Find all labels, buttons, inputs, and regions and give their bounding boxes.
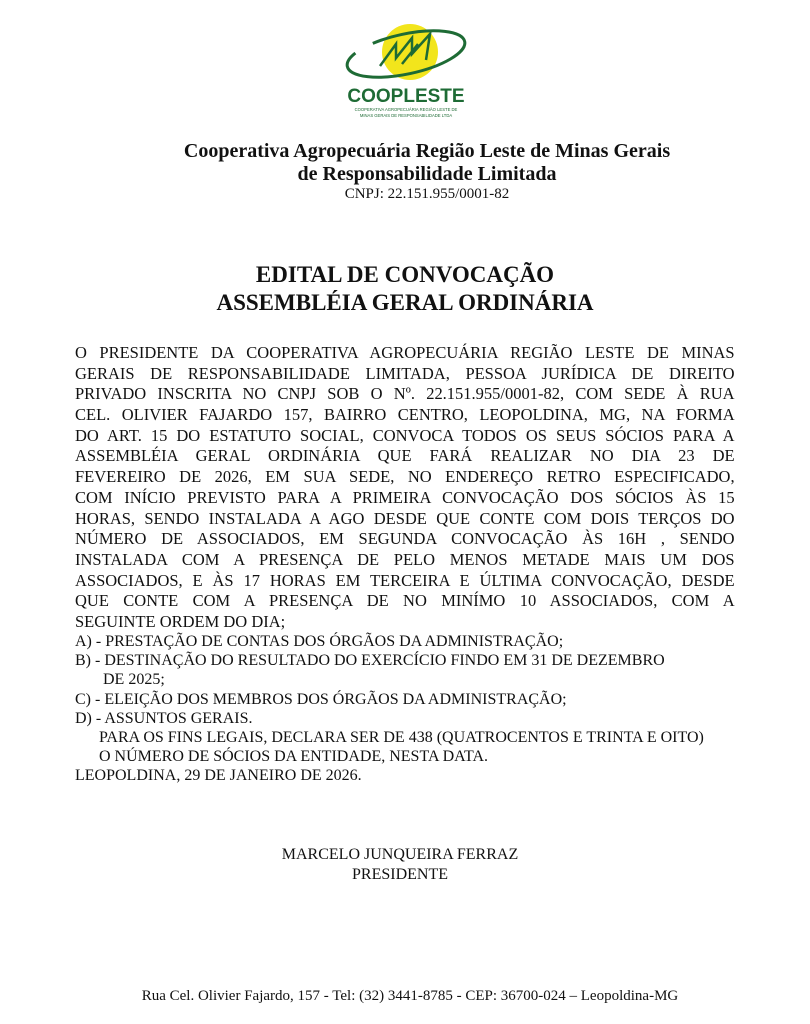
- body-line: ASSOCIADOS, E ÀS 17 HORAS EM TERCEIRA E ÚLTIMA CONVOCAÇÃO, DESDE: [75, 570, 735, 590]
- agenda-item-c: C) - ELEIÇÃO DOS MEMBROS DOS ÓRGÃOS DA ADMINISTRAÇÃO;: [75, 690, 567, 708]
- footer-address: Rua Cel. Olivier Fajardo, 157 - Tel: (32) 3441-8785 - CEP: 36700-024 – Leopoldina-MG: [141, 988, 679, 1004]
- agenda-list: [75, 632, 704, 786]
- document-title: EDITAL DE CONVOCAÇÃO: [255, 262, 555, 287]
- convocation-body: [75, 343, 735, 633]
- body-line: QUE CONTE COM A PRESENÇA DE NO MINÍMO 10 ASSOCIADOS, COM A: [75, 591, 735, 611]
- svg-text:COOPERATIVA AGROPECUÁRIA REGIÃ: COOPERATIVA AGROPECUÁRIA REGIÃO LESTE DE: [354, 107, 458, 112]
- agenda-item-b-cont: DE 2025;: [103, 671, 165, 689]
- body-line: FEVEREIRO DE 2026, EM SUA SEDE, NO ENDEREÇO RETRO ESPECIFICADO,: [75, 467, 735, 487]
- body-line: O PRESIDENTE DA COOPERATIVA AGROPECUÁRIA REGIÃO LESTE DE MINAS: [75, 343, 735, 362]
- cnpj: CNPJ: 22.151.955/0001-82: [344, 186, 510, 202]
- signatory-name: MARCELO JUNQUEIRA FERRAZ: [281, 846, 519, 863]
- svg-text:MINAS GERAIS DE RESPONSABILIDA: MINAS GERAIS DE RESPONSABILIDADE LTDA: [359, 113, 453, 118]
- body-line: GERAIS DE RESPONSABILIDADE LIMITADA, PESSOA JURÍDICA DE DIREITO: [75, 363, 735, 383]
- svg-text:COOPLESTE: COOPLESTE: [347, 86, 465, 107]
- body-line: INSTALADA COM A PRESENÇA DE PELO MENOS METADE MAIS UM DOS: [75, 549, 735, 569]
- body-line: NÚMERO DE ASSOCIADOS, EM SEGUNDA CONVOCAÇÃO ÀS 16H , SENDO: [75, 529, 735, 549]
- coopleste-logo: [340, 14, 472, 120]
- body-line: DO ART. 15 DO ESTATUTO SOCIAL, CONVOCA TODOS OS SEUS SÓCIOS PARA A: [75, 425, 735, 445]
- agenda-item-d: D) - ASSUNTOS GERAIS.: [75, 709, 253, 727]
- body-line: PRIVADO INSCRITA NO CNPJ SOB O Nº. 22.151.955/0001-82, COM SEDE À RUA: [75, 384, 735, 404]
- agenda-item-b: B) - DESTINAÇÃO DO RESULTADO DO EXERCÍCIO FINDO EM 31 DE DEZEMBRO: [75, 652, 665, 670]
- declaration-cont: O NÚMERO DE SÓCIOS DA ENTIDADE, NESTA DATA.: [99, 748, 488, 766]
- body-line: HORAS, SENDO INSTALADA A AGO DESDE QUE CONTE COM DOIS TERÇOS DO: [75, 508, 735, 528]
- declaration: PARA OS FINS LEGAIS, DECLARA SER DE 438 (QUATROCENTOS E TRINTA E OITO): [99, 729, 704, 747]
- agenda-item-a: A) - PRESTAÇÃO DE CONTAS DOS ÓRGÃOS DA ADMINISTRAÇÃO;: [75, 633, 564, 650]
- organization-name: Cooperativa Agropecuária Região Leste de Minas Gerais: [183, 140, 671, 162]
- body-line: ASSEMBLÉIA GERAL ORDINÁRIA QUE FARÁ REALIZAR NO DIA 23 DE: [75, 446, 735, 466]
- organization-name-cont: de Responsabilidade Limitada: [297, 163, 557, 185]
- signature-block: [0, 845, 805, 885]
- place-date: LEOPOLDINA, 29 DE JANEIRO DE 2026.: [75, 767, 362, 785]
- body-line: CEL. OLIVIER FAJARDO 157, BAIRRO CENTRO, LEOPOLDINA, MG, NA FORMA: [75, 405, 735, 425]
- signatory-role: PRESIDENTE: [352, 866, 448, 883]
- body-line: SEGUINTE ORDEM DO DIA;: [75, 611, 286, 631]
- body-line: COM INÍCIO PREVISTO PARA A PRIMEIRA CONVOCAÇÃO DOS SÓCIOS ÀS 15: [75, 487, 735, 507]
- document-subtitle: ASSEMBLÉIA GERAL ORDINÁRIA: [216, 290, 594, 315]
